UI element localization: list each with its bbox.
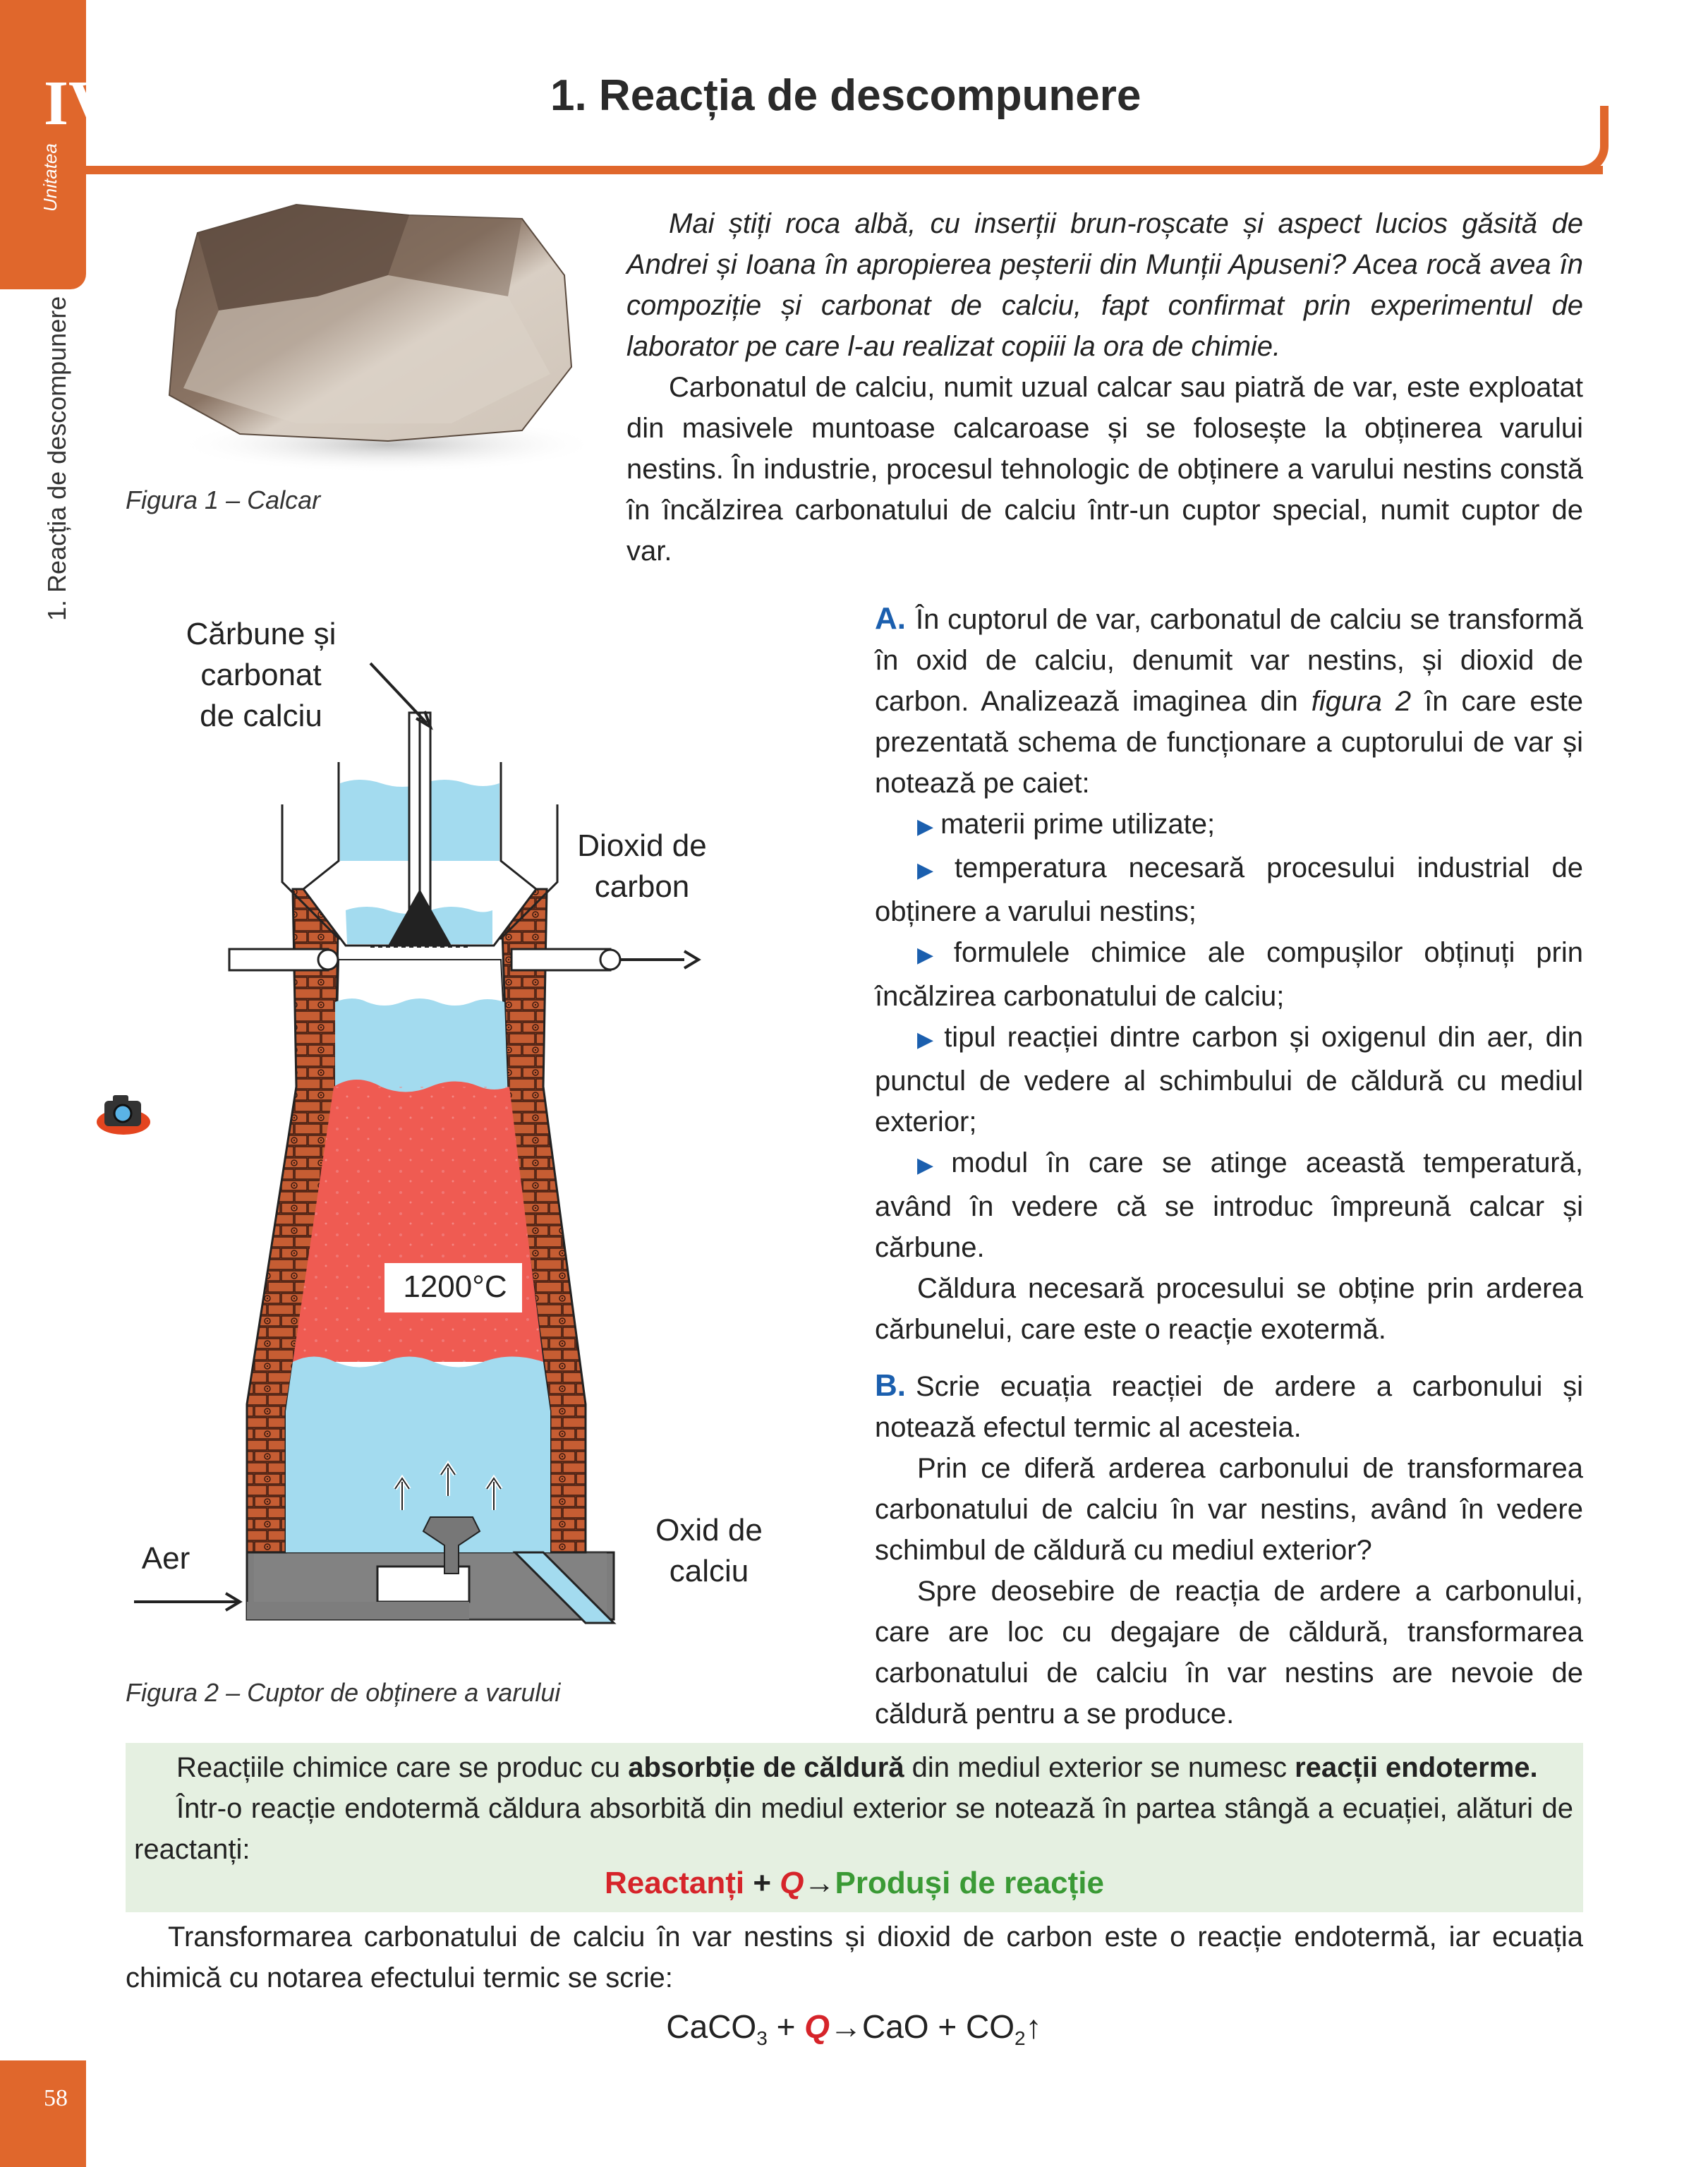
bullet-icon: ▶: [917, 1154, 945, 1177]
eq-cao: CaO: [862, 2008, 929, 2045]
eq-sub-3: 3: [756, 2027, 768, 2050]
page-number: 58: [44, 2085, 68, 2111]
definition-text-c: din mediul exterior se numesc: [904, 1752, 1295, 1783]
definition-bold-endothermic: reacții endoterme.: [1295, 1752, 1538, 1783]
unit-numeral: IV: [44, 68, 115, 138]
eq-co2: CO: [966, 2008, 1015, 2045]
formula-arrow: →: [804, 1866, 835, 1900]
label-temperature: 1200°C: [403, 1269, 507, 1304]
eq-plus-2: +: [938, 2008, 957, 2045]
bullet-icon: ▶: [917, 859, 947, 882]
formula-q: Q: [780, 1866, 804, 1900]
figure1-caption: Figura 1 – Calcar: [126, 485, 321, 514]
eq-gas-arrow: ↑: [1025, 2008, 1042, 2045]
intro-paragraph-1: Mai știți roca albă, cu inserții brun-roșcate și aspect lucios găsită de Andrei și Ioana în apropierea peșterii din Munții Apuseni? Acea rocă avea în compoziție și carbonat de calciu, fapt confirmat prin experimentul de laborator pe care l-au realizat copiii la ora de chimie.: [626, 208, 1583, 362]
figure2-caption: Figura 2 – Cuptor de obținere a varului: [126, 1678, 561, 1707]
page-number-band: [0, 2060, 86, 2167]
questions-column: [875, 598, 1583, 1734]
unit-word: Unitatea: [40, 143, 61, 212]
eq-q: Q: [804, 2008, 830, 2045]
lime-kiln-diagram: [120, 593, 797, 1630]
limestone-photo: [155, 191, 607, 473]
bullet-item: tipul reacției dintre carbon și oxigenul din aer, din punctul de vedere al schimbului de căldură cu mediul exterior;: [875, 1022, 1583, 1137]
section-a-figure-ref: figura 2: [1311, 686, 1412, 717]
section-b-letter: B.: [875, 1368, 906, 1403]
formula-plus: +: [753, 1866, 772, 1900]
definition-box: [126, 1743, 1583, 1912]
bullet-icon: ▶: [917, 815, 934, 838]
bullet-item: formulele chimice ale compușilor obținuți prin încălzirea carbonatului de calciu;: [875, 937, 1583, 1012]
page-title: 1. Reacția de descompunere: [550, 71, 1141, 120]
side-section-title: 1. Reacția de descompunere: [42, 296, 71, 621]
bullet-item: temperatura necesară procesului industrial de obținere a varului nestins;: [875, 852, 1584, 927]
section-a-closing: Căldura necesară procesului se obține prin arderea cărbunelui, care este o reacție exotermă.: [875, 1273, 1583, 1345]
bullet-item: modul în care se atinge această temperatură, având în vedere că se introduc împreună calcar și cărbune.: [875, 1147, 1583, 1263]
section-b-paragraph-2: Prin ce diferă arderea carbonului de transformarea carbonatului de calciu în var nestins, având în vedere schimbul de căldură cu mediul exterior?: [875, 1453, 1583, 1566]
conclusion: [126, 1917, 1583, 1998]
formula-reactants: Reactanți: [605, 1866, 745, 1900]
definition-bold-absorption: absorbție de căldură: [628, 1752, 904, 1783]
definition-line-2: Într-o reacție endotermă căldura absorbită din mediul exterior se notează în partea stângă a ecuației, alături de reactanți:: [134, 1793, 1573, 1865]
label-air: Aer: [141, 1541, 190, 1576]
section-b-text-1: Scrie ecuația reacției de ardere a carbonului și notează efectul termic al acesteia.: [875, 1371, 1583, 1443]
section-a-text-2: în care este prezentată schema de funcționare a cuptorului de var și notează pe caiet:: [875, 686, 1583, 799]
general-formula: [126, 1866, 1583, 1901]
thermochemical-equation: [0, 2008, 1708, 2050]
eq-caco3: CaCO: [666, 2008, 757, 2045]
bullet-icon: ▶: [917, 1028, 938, 1051]
camera-icon: [92, 1080, 155, 1143]
conclusion-text: Transformarea carbonatului de calciu în var nestins și dioxid de carbon este o reacție endotermă, iar ecuația chimică cu notarea efectului termic se scrie:: [126, 1921, 1583, 1993]
eq-sub-2: 2: [1014, 2027, 1026, 2050]
section-a-letter: A.: [875, 601, 906, 636]
section-b-paragraph-3: Spre deosebire de reacția de ardere a carbonului, care are loc cu degajare de căldură, transformarea carbonatului de calciu în var nestins are nevoie de căldură pentru a se produce.: [875, 1576, 1583, 1730]
definition-text-a: Reacțiile chimice care se produc cu: [176, 1752, 629, 1783]
eq-arrow: →: [830, 2008, 862, 2045]
header-rule-corner: [1559, 106, 1609, 174]
label-cao: Oxid de calciu: [655, 1513, 763, 1588]
intro-text: [626, 203, 1583, 572]
label-co2: Dioxid de carbon: [577, 828, 707, 904]
formula-products: Produși de reacție: [835, 1866, 1104, 1900]
section-a-text-1: În cuptorul de var, carbonatul de calciu se transformă în oxid de calciu, denumit var nestins, și dioxid de carbon. Analizează imaginea din: [875, 604, 1583, 717]
eq-plus: +: [776, 2008, 796, 2045]
header-rule: [86, 166, 1603, 174]
bullet-item: materii prime utilizate;: [940, 809, 1216, 840]
label-raw-materials: Cărbune și carbonat de calciu: [186, 617, 337, 733]
intro-paragraph-2: Carbonatul de calciu, numit uzual calcar sau piatră de var, este exploatat din masivele muntoase calcaroase și se folosește la obținerea varului nestins. În industrie, procesul tehnologic de obținere a varului nestins constă în încălzirea carbonatului de calciu într-un cuptor special, numit cuptor de var.: [626, 372, 1583, 567]
bullet-icon: ▶: [917, 943, 947, 967]
